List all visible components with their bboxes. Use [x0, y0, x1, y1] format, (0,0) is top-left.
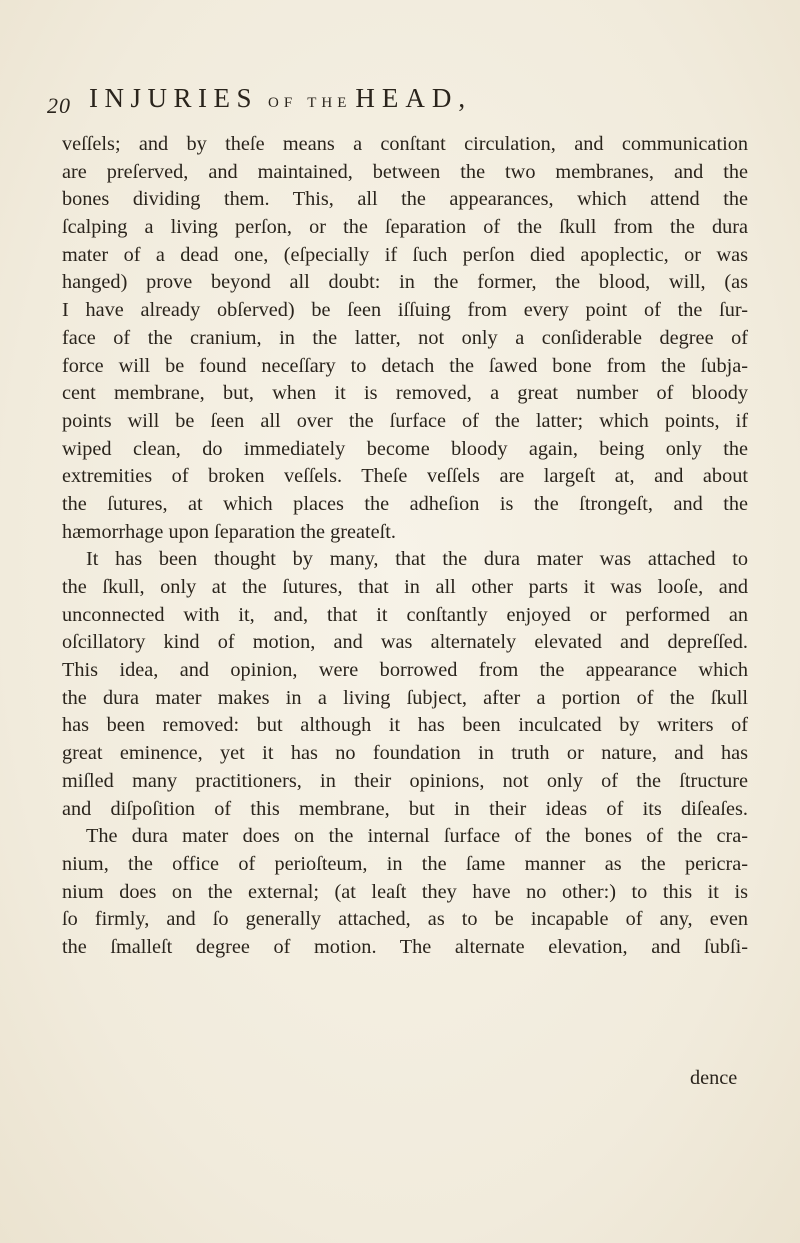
text-line: ſcalping a living perſon, or the ſeparation of the ſkull from the dura [62, 216, 748, 239]
text-line: The dura mater does on the internal ſurface of the bones of the cra- [86, 825, 748, 848]
text-line: cent membrane, but, when it is removed, a great number of bloody [62, 382, 748, 405]
text-line: ſo firmly, and ſo generally attached, as to be incapable of any, even [62, 908, 748, 931]
title-injuries: INJURIES [89, 83, 259, 113]
text-line: points will be ſeen all over the ſurface of the latter; which points, if [62, 409, 748, 432]
text-line: It has been thought by many, that the dura mater was attached to [86, 548, 748, 571]
text-line: force will be found neceſſary to detach the ſawed bone from the ſubja- [62, 354, 748, 377]
running-title [89, 83, 472, 114]
text-line: face of the cranium, in the latter, not only a conſiderable degree of [62, 326, 748, 349]
text-line: the ſkull, only at the ſutures, that in all other parts it was looſe, and [62, 576, 748, 598]
page-number: 20 [47, 93, 71, 118]
text-line: miſled many practitioners, in their opinions, not only of the ſtructure [62, 769, 748, 792]
text-line: nium, the office of perioſteum, in the ſame manner as the pericra- [62, 852, 748, 875]
text-line: This idea, and opinion, were borrowed from the appearance which [62, 659, 748, 682]
body-text [62, 131, 748, 962]
text-line: nium does on the external; (at leaſt they have no other:) to this it is [62, 880, 748, 903]
text-line: are preſerved, and maintained, between the two membranes, and the [62, 160, 748, 183]
text-line: hæmorrhage upon ſeparation the greateſt. [62, 520, 396, 543]
text-line: mater of a dead one, (eſpecially if ſuch perſon died apoplectic, or was [62, 243, 748, 266]
text-line: extremities of broken veſſels. Theſe veſſels are largeſt at, and about [62, 465, 748, 488]
text-line: the ſmalleſt degree of motion. The alternate elevation, and ſubſi- [62, 935, 748, 958]
text-line: great eminence, yet it has no foundation in truth or nature, and has [62, 742, 748, 765]
text-line: the dura mater makes in a living ſubject, after a portion of the ſkull [62, 686, 748, 709]
text-line: veſſels; and by theſe means a conſtant circulation, and communication [62, 133, 748, 155]
running-header [47, 83, 767, 123]
text-line: oſcillatory kind of motion, and was alternately elevated and depreſſed. [62, 631, 748, 654]
text-line: I have already obſerved) be ſeen iſſuing from every point of the ſur- [62, 299, 748, 322]
text-line: has been removed: but although it has been inculcated by writers of [62, 714, 748, 737]
title-the: THE [307, 95, 352, 111]
text-line: the ſutures, at which places the adheſion is the ſtrongeſt, and the [62, 492, 748, 515]
text-line: wiped clean, do immediately become bloody again, being only the [62, 437, 748, 460]
title-head: HEAD, [355, 83, 473, 113]
text-line: bones dividing them. This, all the appearances, which attend the [62, 188, 748, 211]
title-of: OF [268, 95, 298, 111]
text-line: hanged) prove beyond all doubt: in the former, the blood, will, (as [62, 271, 748, 294]
text-line: and diſpoſition of this membrane, but in their ideas of its diſeaſes. [62, 797, 748, 820]
text-line: unconnected with it, and, that it conſtantly enjoyed or performed an [62, 603, 748, 626]
catchword: dence [690, 1067, 738, 1089]
